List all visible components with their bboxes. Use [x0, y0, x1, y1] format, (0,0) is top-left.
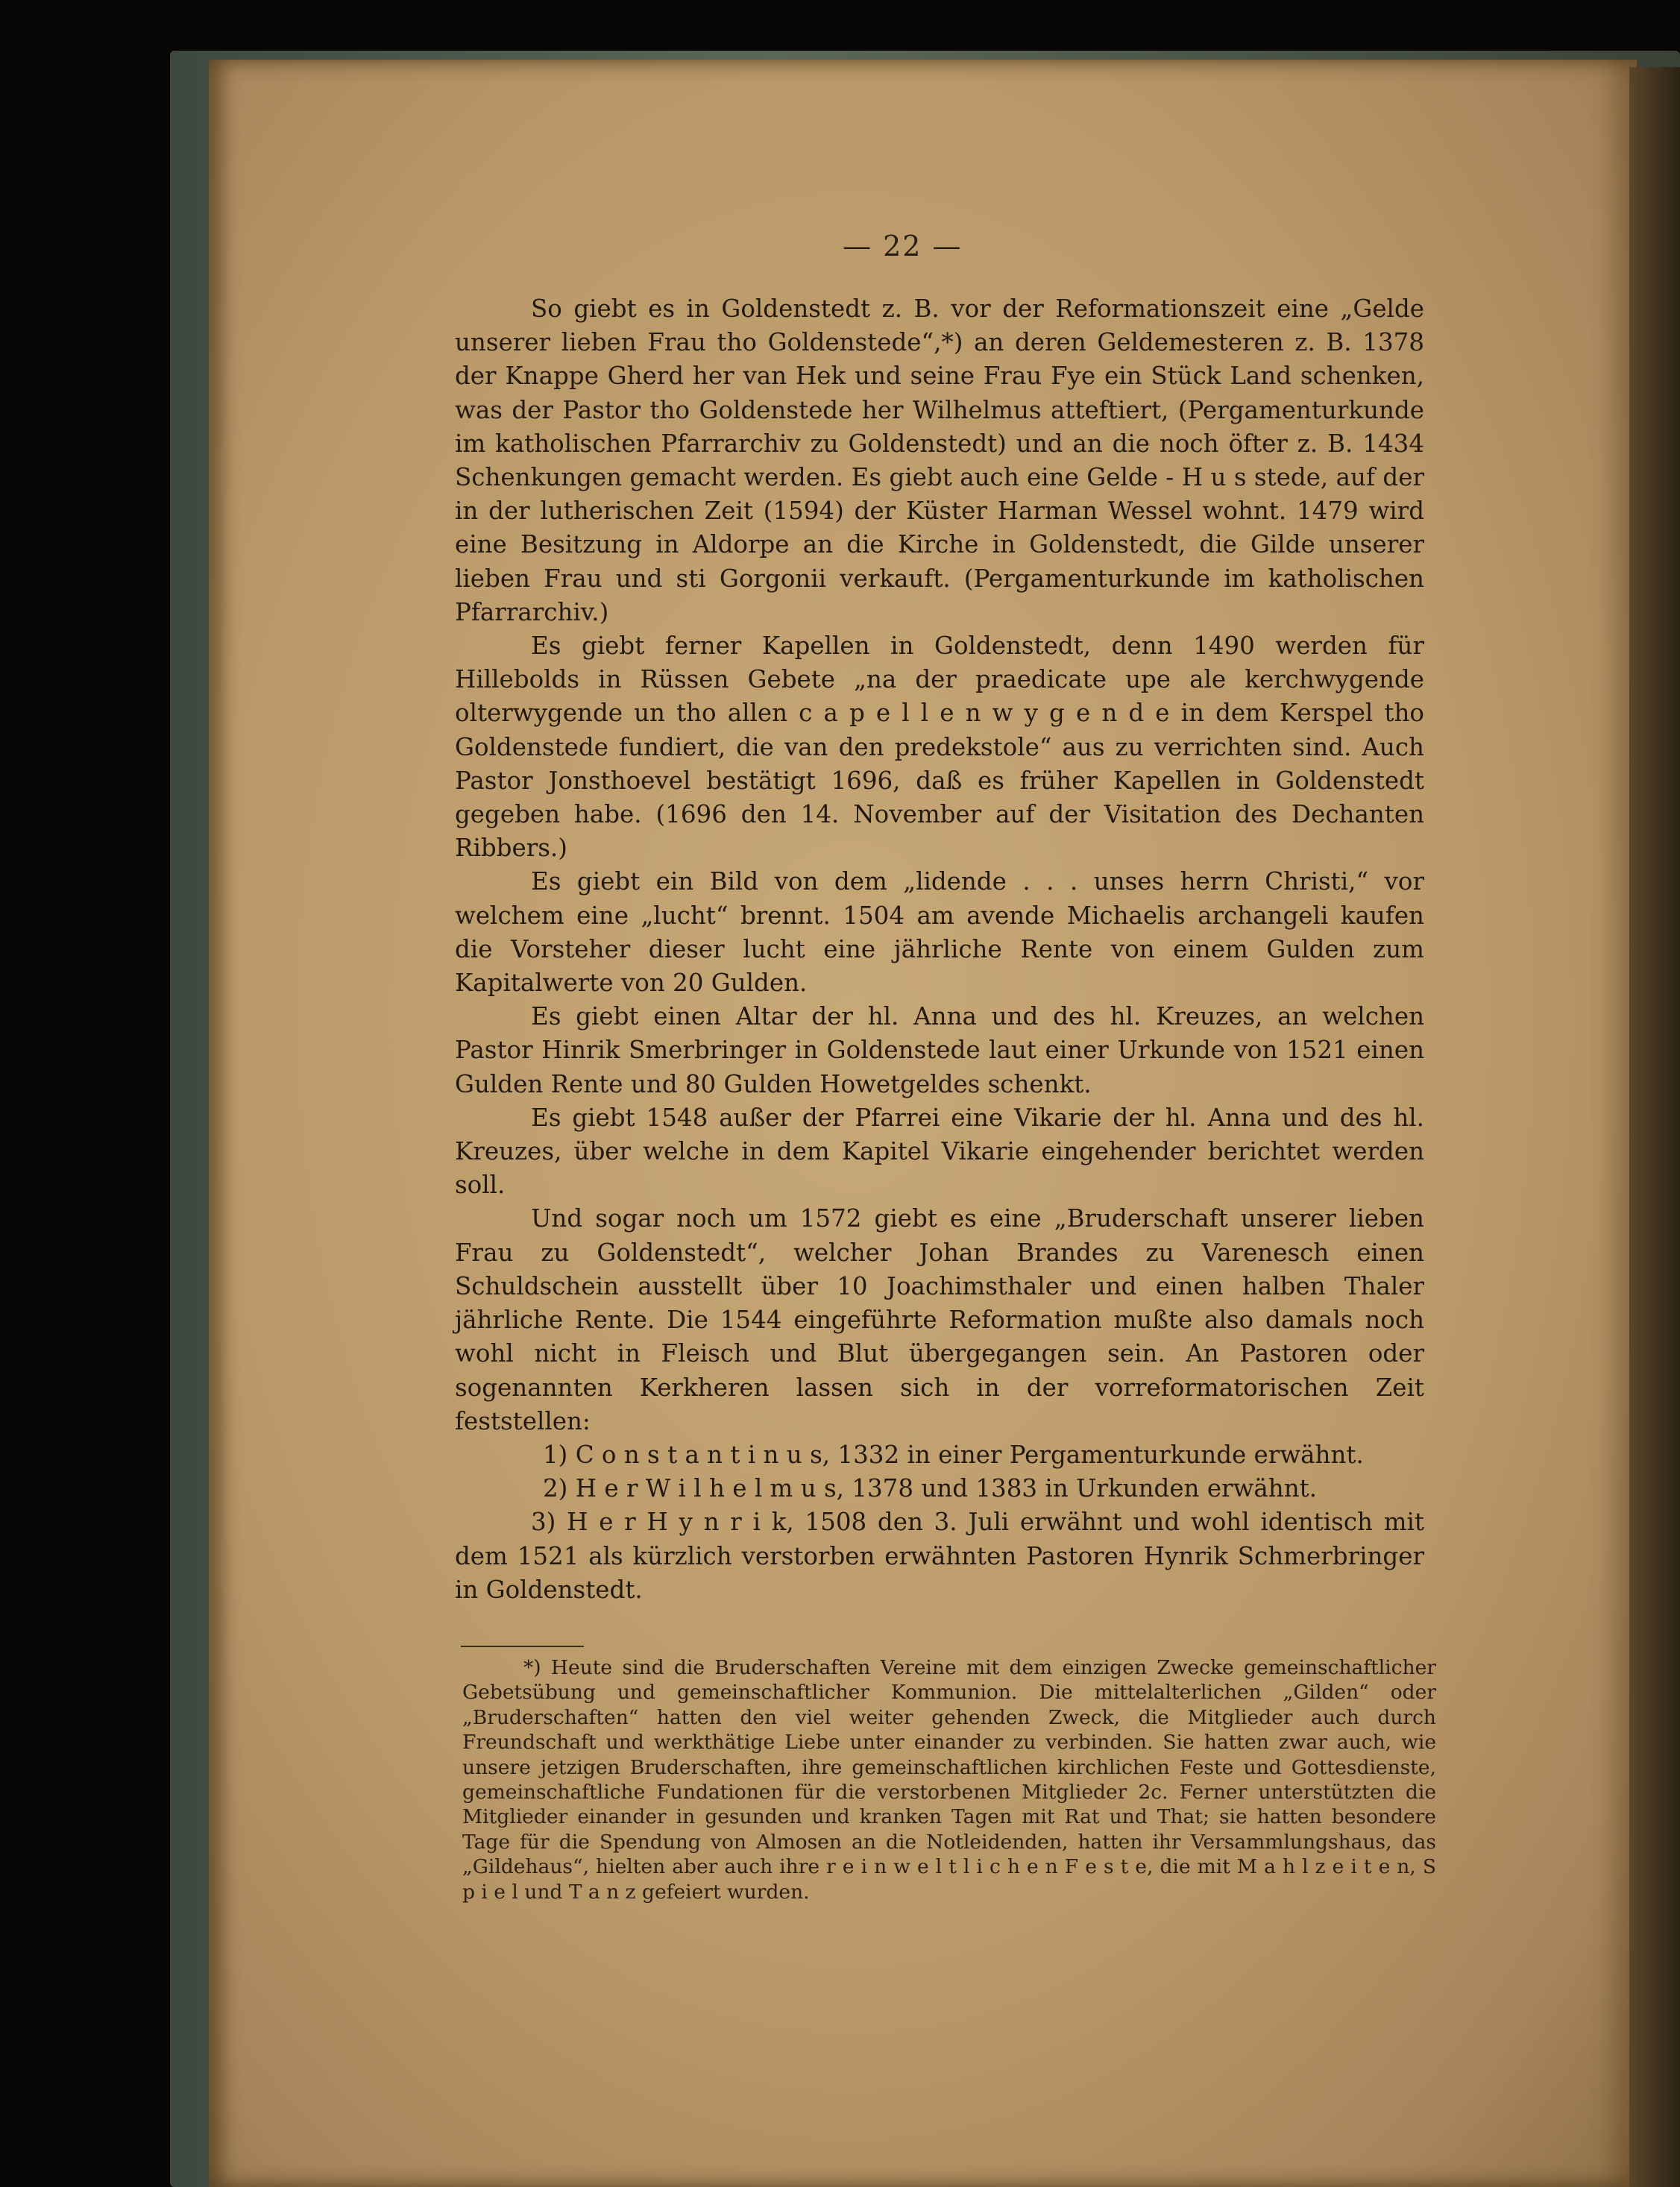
- paragraph: Es giebt einen Altar der hl. Anna und des hl. Kreuzes, an welchen Pastor Hinrik Smerbringer in Goldenstede laut einer Urkunde von 1521 einen Gulden Rente und 80 Gulden Howetgeldes schenkt.: [455, 1002, 1424, 1098]
- pastor-list-item: [455, 1472, 1424, 1505]
- pastor-text: , 1378 und 1383 in Urkunden erwähnt.: [836, 1474, 1318, 1503]
- paragraph: So giebt es in Goldenstedt z. B. vor der Reformationszeit eine „Gelde unserer lieben Frau tho Goldenstede“,*) an deren Geldemesteren z. B. 1378 der Knappe Gherd her van Hek und seine Frau Fye ein Stück Land schenken, was der Pastor tho Goldenstede her Wilhelmus atteftiert, (Pergamenturkunde im katholischen Pfarrarchiv zu Goldenstedt) und an die noch öfter z. B. 1434 Schenkungen gemacht werden. Es giebt auch eine Gelde - H u s stede, auf der in der lutherischen Zeit (1594) der Küster Harman Wessel wohnt. 1479 wird eine Besitzung in Aldorpe an die Kirche in Goldenstedt, die Gilde unserer lieben Frau und sti Gorgonii verkauft. (Pergamenturkunde im katholischen Pfarrarchiv.): [455, 295, 1424, 626]
- pastor-text: , 1508 den 3. Juli erwähnt und wohl identisch mit dem 1521 als kürzlich verstorben erwähnten Pastoren Hynrik Schmerbringer in Goldenstedt.: [455, 1508, 1424, 1604]
- list-number: 1): [543, 1440, 568, 1469]
- pastor-name: H e r W i l h e l m u s: [575, 1474, 837, 1503]
- pastor-text: , 1332 in einer Pergamenturkunde erwähnt.: [822, 1440, 1364, 1469]
- list-number: 3): [531, 1508, 556, 1537]
- main-text: [455, 292, 1424, 1607]
- footnote: [462, 1655, 1436, 1904]
- pastor-name: H e r H y n r i k: [567, 1508, 787, 1537]
- pastor-name: C o n s t a n t i n u s: [575, 1440, 822, 1469]
- pastor-list-item: [455, 1438, 1424, 1472]
- paragraph: Und sogar noch um 1572 giebt es eine „Bruderschaft unserer lieben Frau zu Goldenstedt“, welcher Johan Brandes zu Varenesch einen Schuldschein ausstellt über 10 Joachimsthaler und einen halben Thaler jährliche Rente. Die 1544 eingeführte Reformation mußte also damals noch wohl nicht in Fleisch und Blut übergegangen sein. An Pastoren oder sogenannten Kerkheren lassen sich in der vorreformatorischen Zeit feststellen:: [455, 1204, 1424, 1435]
- list-number: 2): [543, 1474, 568, 1503]
- book-gutter: [1629, 67, 1680, 2187]
- pastor-list-item: [455, 1505, 1424, 1607]
- paragraph: Es giebt ferner Kapellen in Goldenstedt, denn 1490 werden für Hillebolds in Rüssen Gebete „na der praedicate upe ale kerchwygende olterwygende un tho allen c a p e l l e n w y g e n d e in dem Kerspel tho Goldenstede fundiert, die van den predekstole“ aus zu verrichten sind. Auch Pastor Jonsthoevel bestätigt 1696, daß es früher Kapellen in Goldenstedt gegeben habe. (1696 den 14. November auf der Visitation des Dechanten Ribbers.): [455, 632, 1424, 863]
- footnote-text: *) Heute sind die Bruderschaften Vereine mit dem einzigen Zwecke gemeinschaftlicher Gebetsübung und gemeinschaftlicher Kommunion. Die mittelalterlichen „Gilden“ oder „Bruderschaften“ hatten den viel weiter gehenden Zweck, die Mitglieder auch durch Freundschaft und werkthätige Liebe unter einander zu verbinden. Sie hatten zwar auch, wie unsere jetzigen Bruderschaften, ihre gemeinschaftlichen kirchlichen Feste und Gottesdienste, gemeinschaftliche Fundationen für die verstorbenen Mitglieder 2c. Ferner unterstützten die Mitglieder einander in gesunden und kranken Tagen mit Rat und That; sie hatten besondere Tage für die Spendung von Almosen an die Notleidenden, hatten ihr Versammlungshaus, das „Gildehaus“, hielten aber auch ihre r e i n w e l t l i c h e n F e s t e, die mit M a h l z e i t e n, S p i e l und T a n z gefeiert wurden.: [462, 1656, 1436, 1904]
- page-number: — 22 —: [843, 230, 963, 262]
- paragraph: Es giebt ein Bild von dem „lidende . . . unses herrn Christi,“ vor welchem eine „lucht“ brennt. 1504 am avende Michaelis archangeli kaufen die Vorsteher dieser lucht eine jährliche Rente von einem Gulden zum Kapitalwerte von 20 Gulden.: [455, 867, 1424, 998]
- footnote-rule: [461, 1646, 584, 1647]
- paragraph: Es giebt 1548 außer der Pfarrei eine Vikarie der hl. Anna und des hl. Kreuzes, über welche in dem Kapitel Vikarie eingehender berichtet werden soll.: [455, 1103, 1424, 1200]
